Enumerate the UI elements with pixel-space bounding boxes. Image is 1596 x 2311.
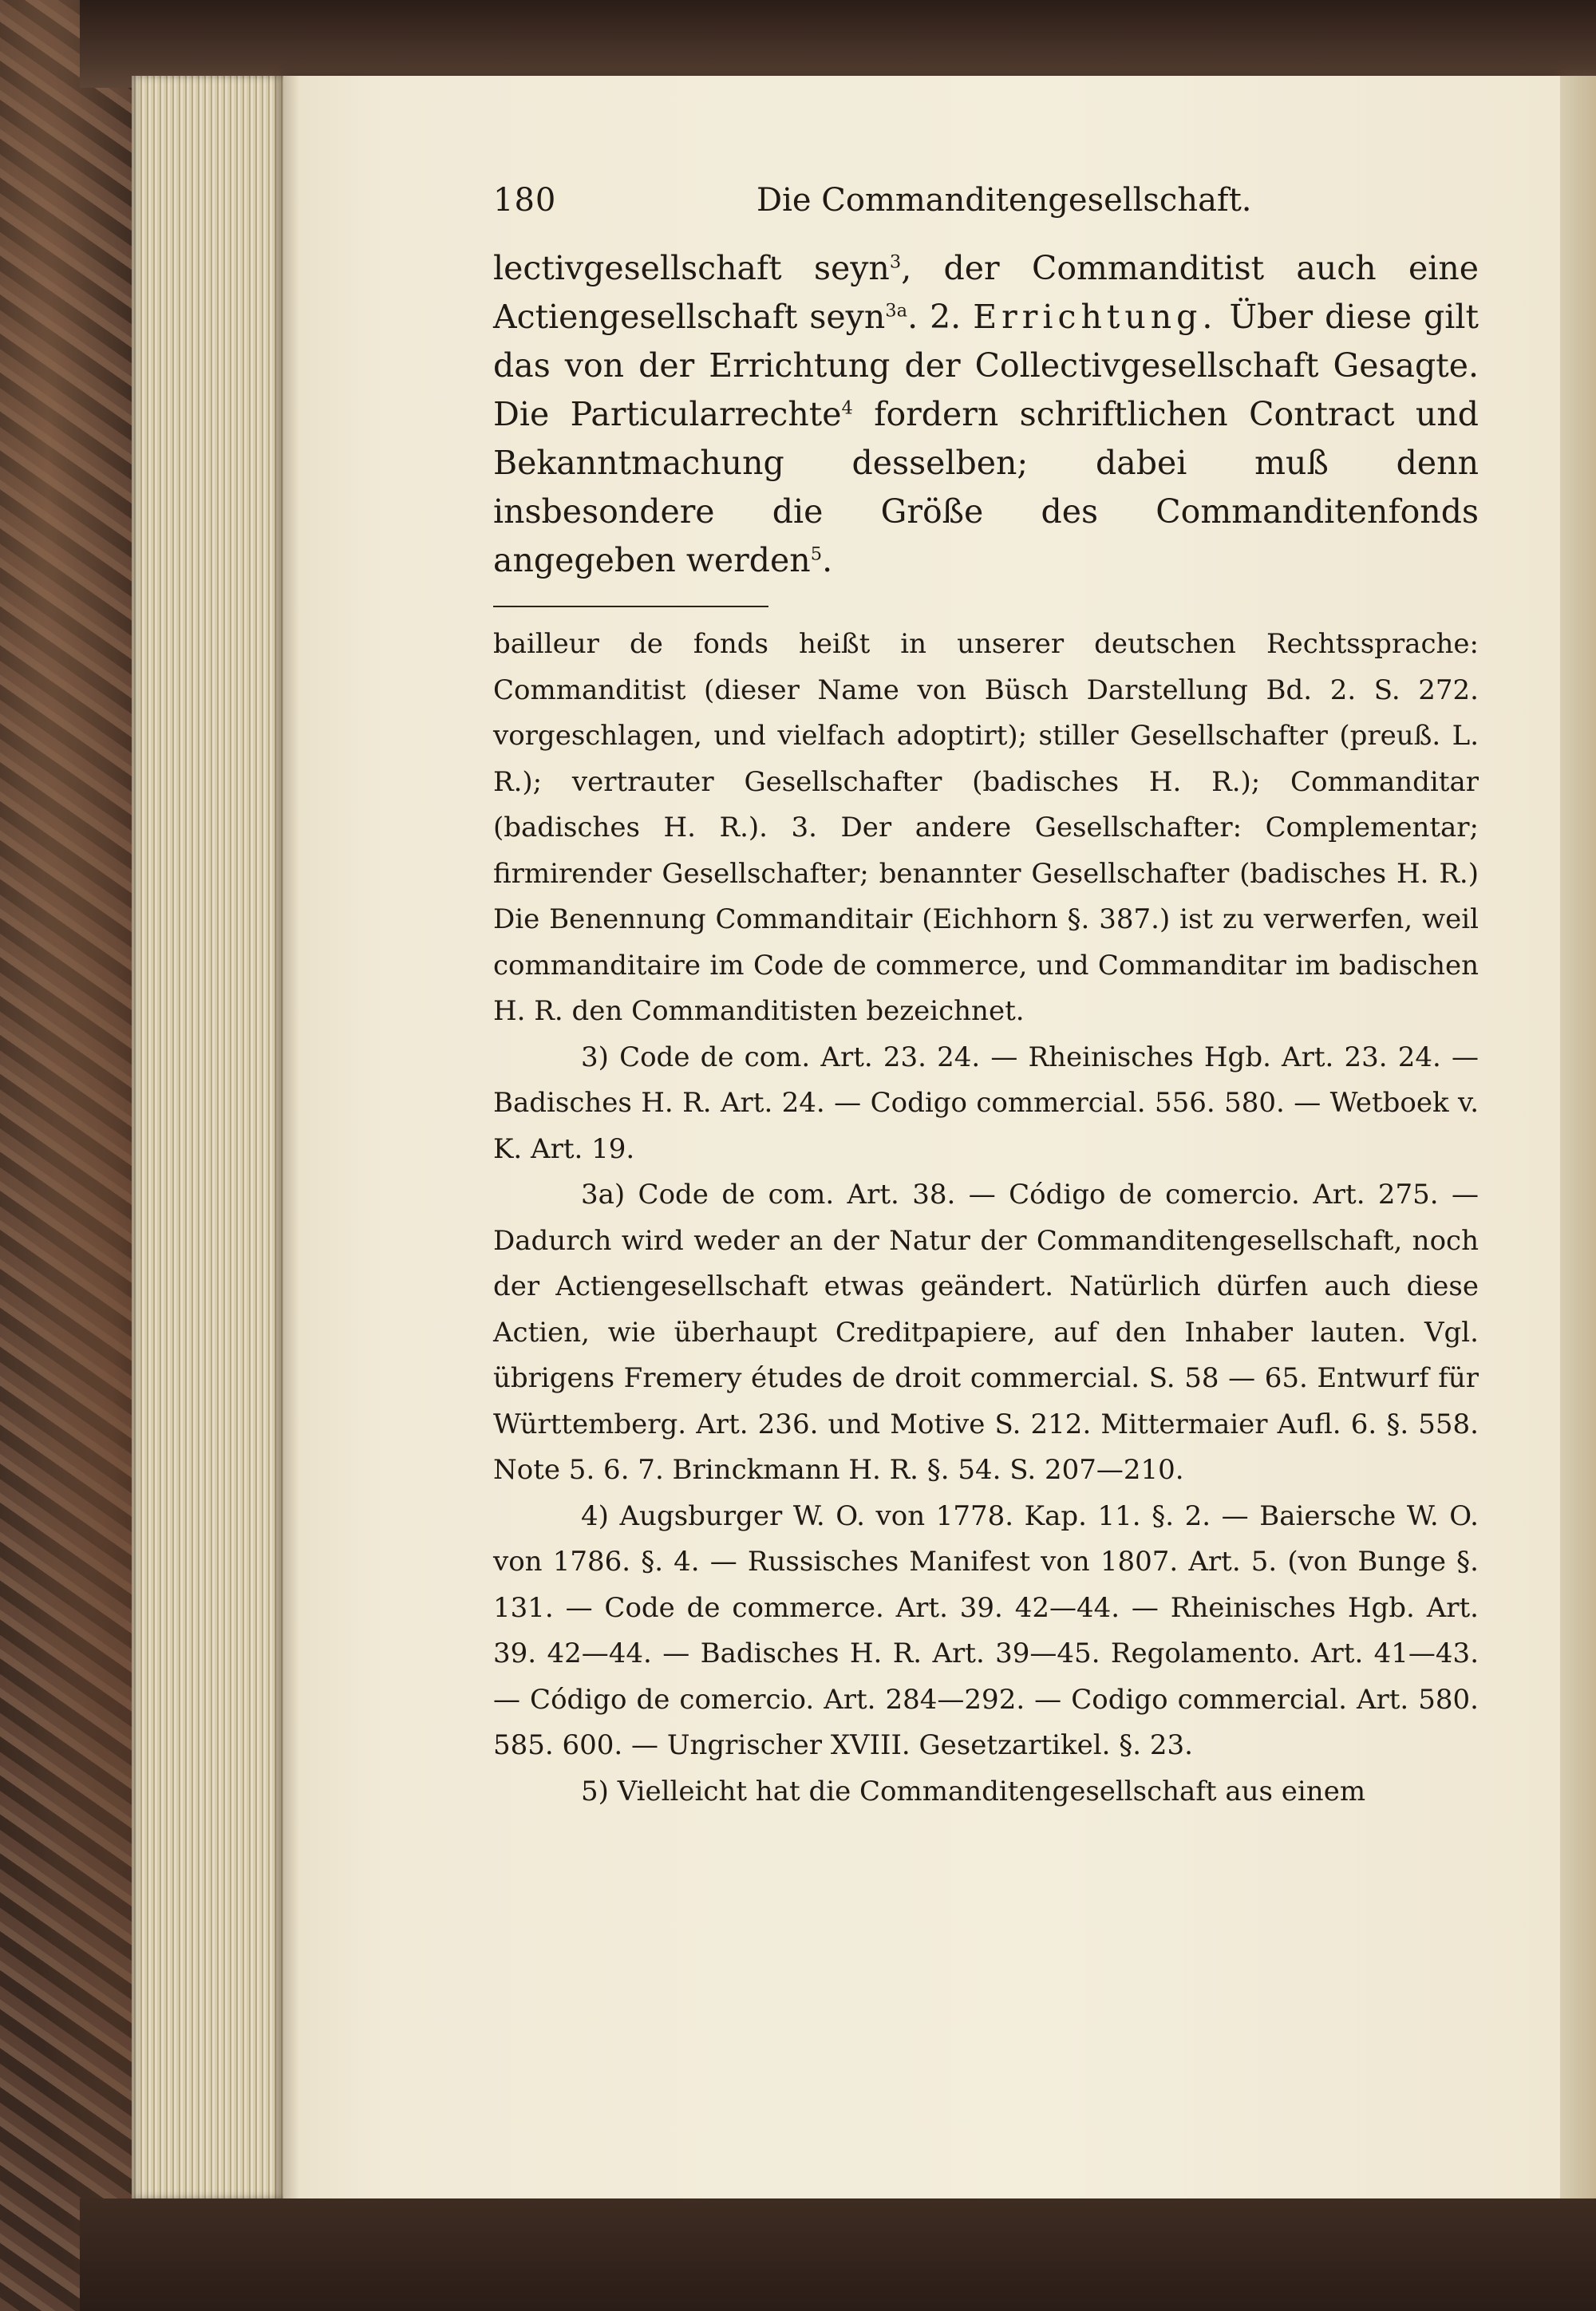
footnote-ref: 5 <box>810 543 823 565</box>
main-paragraph <box>493 244 1479 585</box>
footnote-ref: 3 <box>889 251 902 273</box>
footnote-4: 4) Augsburger W. O. von 1778. Kap. 11. §. 2. — Baiersche W. O. von 1786. §. 4. — Russisches Manifest von 1807. Art. 5. (von Bunge §. 131. — Code de commerce. Art. 39. 42—44. — Rheinisches Hgb. Art. 39. 42—44. — Badisches H. R. Art. 39—45. Regolamento. Art. 41—43. — Código de comercio. Art. 284—292. — Codigo commercial. Art. 580. 585. 600. — Ungrischer XVIII. Gesetzartikel. §. 23. <box>493 1499 1479 1761</box>
footnote-3a: 3a) Code de com. Art. 38. — Código de comercio. Art. 275. — Dadurch wird weder an der Natur der Commanditengesellschaft, noch der Actiengesellschaft etwas geändert. Natürlich dürfen auch diese Actien, wie überhaupt Creditpapiere, auf den Inhaber lauten. Vgl. übrigens Fremery études de droit commercial. S. 58 — 65. Entwurf für Württemberg. Art. 236. und Motive S. 212. Mittermaier Aufl. 6. §. 558. Note 5. 6. 7. Brinckmann H. R. §. 54. S. 207—210. <box>493 1179 1479 1486</box>
footnote-ref: 3a <box>885 300 908 322</box>
gutter-shadow <box>275 76 299 2198</box>
text-run: Über diese gilt das von der Errichtung der Collectivgesellschaft Gesagte. Die Particularrechte <box>493 298 1479 433</box>
footnote-5: 5) Vielleicht hat die Commanditengesellschaft aus einem <box>581 1775 1366 1807</box>
footnotes <box>493 622 1479 1815</box>
book-spine-shadow <box>80 0 1596 88</box>
footnote-3: 3) Code de com. Art. 23. 24. — Rheinisches Hgb. Art. 23. 24. — Badisches H. R. Art. 24. — Codigo commercial. 556. 580. — Wetboek v. K. Art. 19. <box>493 1041 1479 1165</box>
footnote-continuation: bailleur de fonds heißt in unserer deutschen Rechtssprache: Commanditist (dieser Name von Büsch Darstellung Bd. 2. S. 272. vorgeschlagen, und vielfach adoptirt); stiller Gesellschafter (preuß. L. R.); vertrauter Gesellschafter (badisches H. R.); Commanditar (badisches H. R.). 3. Der andere Gesellschafter: Complementar; firmirender Gesellschafter; benannter Gesellschafter (badisches H. R.) Die Benennung Commanditair (Eichhorn §. 387.) ist zu verwerfen, weil commanditaire im Code de commerce, und Commanditar im badischen H. R. den Commanditisten bezeichnet. <box>493 628 1479 1027</box>
facing-page-edge <box>1560 76 1596 2198</box>
text-run: lectivgesellschaft seyn <box>493 249 890 287</box>
running-title: Die Commanditengesellschaft. <box>757 182 1252 219</box>
running-head <box>493 182 1479 238</box>
footnote-separator <box>493 606 768 607</box>
bottom-shadow <box>80 2198 1596 2311</box>
text-run: . <box>822 541 833 579</box>
text-run: . 2. <box>907 298 962 336</box>
text-run: fordern schriftlichen Contract und Bekanntmachung desselben; dabei muß denn insbesondere die Größe des Commanditenfonds angegeben werden <box>493 395 1479 579</box>
stacked-page-edges <box>132 76 291 2198</box>
text-run: , der Commanditist auch eine Actiengesellschaft seyn <box>493 249 1479 336</box>
section-heading: Errichtung. <box>973 298 1218 336</box>
paragraph <box>493 244 1479 585</box>
page-number: 180 <box>493 182 557 219</box>
footnote-ref: 4 <box>841 397 853 419</box>
text-block <box>493 182 1479 1815</box>
